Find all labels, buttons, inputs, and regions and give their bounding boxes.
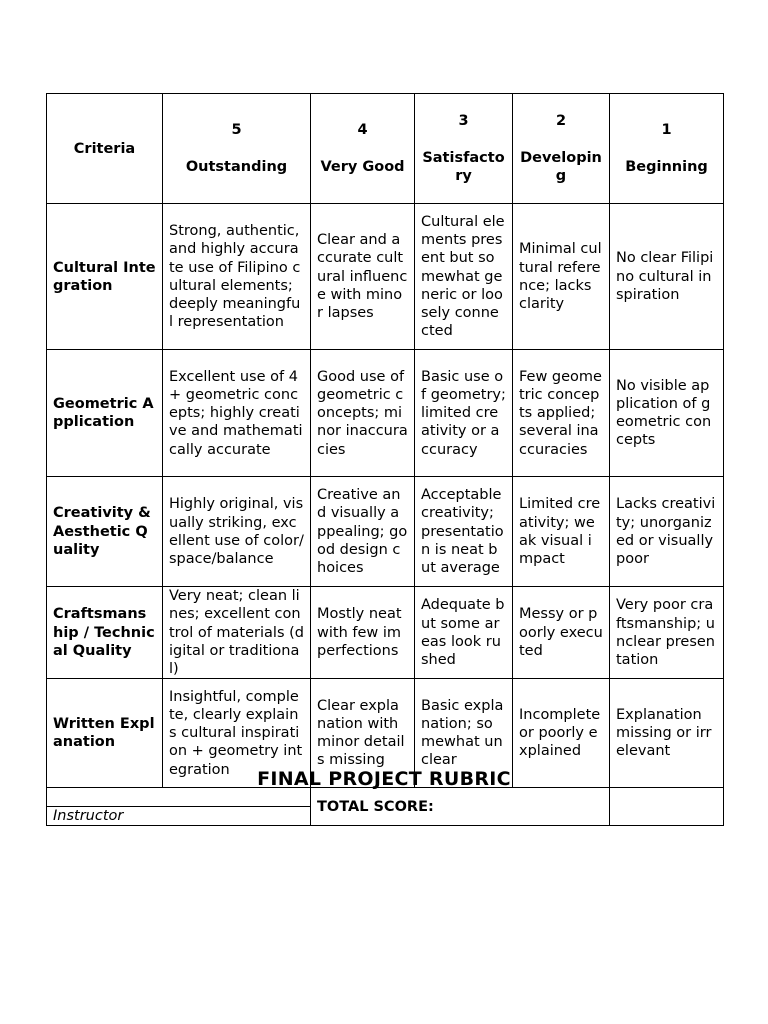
criterion-label: Craftsmanship / Technical Quality <box>47 587 163 679</box>
table-row <box>47 477 724 587</box>
criterion-label: Cultural Integration <box>47 204 163 350</box>
header-level-5-label: Outstanding <box>185 158 288 175</box>
header-level-1 <box>610 94 724 204</box>
rubric-cell: Good use of geometric concepts; minor inaccuracies <box>311 350 415 477</box>
header-level-3-score: 3 <box>458 113 469 130</box>
header-level-4-label: Very Good <box>320 158 405 175</box>
rubric-cell: Basic use of geometry; limited creativity or accuracy <box>415 350 513 477</box>
rubric-cell: Adequate but some areas look rushed <box>415 587 513 679</box>
rubric-cell: Strong, authentic, and highly accurate use of Filipino cultural elements; deeply meaningful representation <box>163 204 311 350</box>
table-row <box>47 204 724 350</box>
rubric-cell: Few geometric concepts applied; several inaccuracies <box>513 350 610 477</box>
criterion-label: Creativity & Aesthetic Quality <box>47 477 163 587</box>
header-level-4 <box>311 94 415 204</box>
rubric-cell: Very poor craftsmanship; unclear presentation <box>610 587 724 679</box>
rubric-cell: Acceptable creativity; presentation is neat but average <box>415 477 513 587</box>
header-row <box>47 94 724 204</box>
rubric-cell: Insightful, complete, clearly explains cultural inspiration + geometry integration <box>163 679 311 788</box>
instructor-label: Instructor <box>47 807 311 826</box>
rubric-cell: Cultural elements present but somewhat generic or loosely connected <box>415 204 513 350</box>
header-level-1-score: 1 <box>661 122 672 139</box>
rubric-cell: Highly original, visually striking, excellent use of color/space/balance <box>163 477 311 587</box>
header-level-2 <box>513 94 610 204</box>
header-criteria: Criteria <box>47 94 163 204</box>
rubric-cell: Messy or poorly executed <box>513 587 610 679</box>
rubric-cell: No visible application of geometric concepts <box>610 350 724 477</box>
rubric-cell: Excellent use of 4+ geometric concepts; highly creative and mathematically accurate <box>163 350 311 477</box>
rubric-cell: Lacks creativity; unorganized or visually poor <box>610 477 724 587</box>
rubric-cell: Creative and visually appealing; good design choices <box>311 477 415 587</box>
rubric-cell: Clear and accurate cultural influence with minor lapses <box>311 204 415 350</box>
criterion-label: Written Explanation <box>47 679 163 788</box>
header-level-1-label: Beginning <box>625 158 708 175</box>
rubric-cell: Explanation missing or irrelevant <box>610 679 724 788</box>
criterion-label: Geometric Application <box>47 350 163 477</box>
header-level-5 <box>163 94 311 204</box>
rubric-cell: Clear explanation with minor details missing <box>311 679 415 788</box>
header-level-2-label: Developing <box>520 149 602 184</box>
rubric-cell: Incomplete or poorly explained <box>513 679 610 788</box>
header-level-5-score: 5 <box>231 122 242 139</box>
page-title: FINAL PROJECT RUBRIC <box>257 768 511 790</box>
rubric-cell: Limited creativity; weak visual impact <box>513 477 610 587</box>
table-row <box>47 350 724 477</box>
header-level-3-label: Satisfactory <box>422 149 505 184</box>
signature-row <box>47 788 724 807</box>
rubric-cell: Mostly neat with few imperfections <box>311 587 415 679</box>
header-level-4-score: 4 <box>357 122 368 139</box>
table-row <box>47 587 724 679</box>
total-score-label: TOTAL SCORE: <box>311 788 610 826</box>
rubric-cell: Minimal cultural reference; lacks clarity <box>513 204 610 350</box>
header-level-2-score: 2 <box>555 113 567 130</box>
rubric-table <box>46 93 724 826</box>
rubric-cell: No clear Filipino cultural inspiration <box>610 204 724 350</box>
signature-line[interactable] <box>47 788 311 807</box>
rubric-cell: Very neat; clean lines; excellent control of materials (digital or traditional) <box>163 587 311 679</box>
rubric-cell: Basic explanation; somewhat unclear <box>415 679 513 788</box>
header-level-3 <box>415 94 513 204</box>
total-score-field[interactable] <box>610 788 724 826</box>
